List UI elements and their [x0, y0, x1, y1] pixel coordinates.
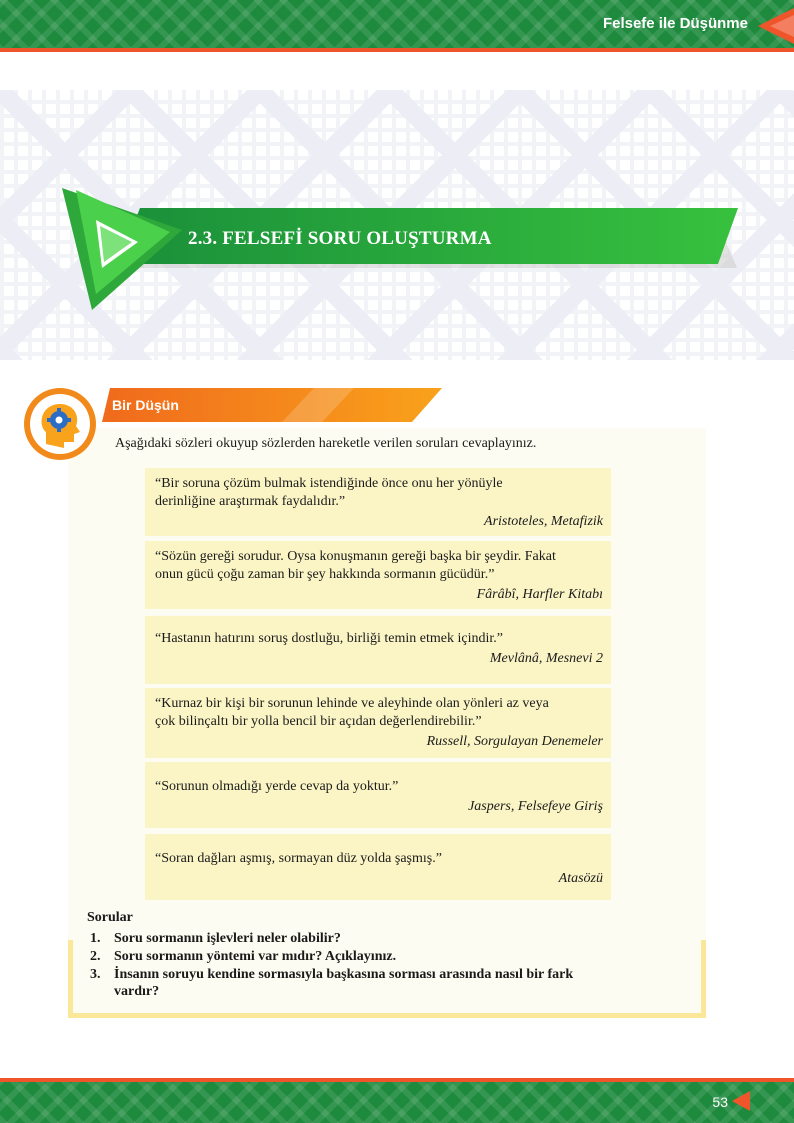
questions-list: [86, 930, 646, 1001]
quote-source: Aristoteles, Metafizik: [484, 514, 603, 529]
activity-label: Bir Düşün: [112, 397, 179, 413]
thinking-head-icon: [22, 386, 100, 464]
page-arrow-icon: [732, 1091, 750, 1111]
quote-box: [145, 541, 611, 609]
question-item: [86, 948, 646, 965]
quote-line: “Sorunun olmadığı yerde cevap da yoktur.”: [155, 779, 399, 794]
quote-box: [145, 468, 611, 536]
quote-source: Mevlânâ, Mesnevi 2: [489, 651, 603, 666]
quote-line: onun gücü çoğu zaman bir şey hakkında sormanın gücüdür.”: [155, 567, 495, 582]
quote-source: Atasözü: [558, 871, 603, 886]
quote-line: “Hastanın hatırını soruş dostluğu, birliği temin etmek içindir.”: [155, 631, 503, 646]
question-number: 1.: [90, 931, 101, 946]
quote-line: derinliğine araştırmak faydalıdır.”: [155, 494, 346, 509]
page-number: 53: [712, 1094, 728, 1110]
question-text: Soru sormanın yöntemi var mıdır? Açıklayınız.: [114, 949, 397, 964]
question-number: 2.: [90, 949, 101, 964]
questions-heading: Sorular: [87, 910, 133, 925]
bottom-banner: [0, 1078, 794, 1123]
question-text: vardır?: [114, 984, 160, 999]
quote-source: Jaspers, Felsefeye Giriş: [468, 799, 603, 814]
section-title: 2.3. FELSEFİ SORU OLUŞTURMA: [188, 228, 492, 249]
question-item: [86, 966, 646, 1000]
play-icon: [56, 182, 188, 312]
question-text: Soru sormanın işlevleri neler olabilir?: [114, 931, 341, 946]
header-title: Felsefe ile Düşünme: [602, 15, 748, 32]
quote-line: “Bir soruna çözüm bulmak istendiğinde önce onu her yönüyle: [155, 476, 503, 491]
quote-box: [145, 616, 611, 684]
quote-box: [145, 688, 611, 758]
activity-instruction: Aşağıdaki sözleri okuyup sözlerden hareketle verilen soruları cevaplayınız.: [115, 436, 537, 451]
question-number: 3.: [90, 967, 101, 982]
quote-line: “Sözün gereği sorudur. Oysa konuşmanın gereği başka bir şeydir. Fakat: [155, 549, 556, 564]
quote-line: çok bilinçaltı bir yolla bencil bir açıdan değerlendirebilir.”: [155, 714, 482, 729]
header-arrow-icon: [754, 6, 794, 46]
quote-source: Russell, Sorgulayan Denemeler: [426, 734, 603, 749]
question-text: İnsanın soruyu kendine sormasıyla başkasına sorması arasında nasıl bir fark: [114, 967, 574, 982]
quote-source: Fârâbî, Harfler Kitabı: [476, 587, 603, 602]
quote-line: “Soran dağları aşmış, sormayan düz yolda şaşmış.”: [155, 851, 442, 866]
quote-box: [145, 762, 611, 828]
quote-line: “Kurnaz bir kişi bir sorunun lehinde ve aleyhinde olan yönleri az veya: [155, 696, 549, 711]
quote-box: [145, 834, 611, 900]
question-item: [86, 930, 646, 947]
